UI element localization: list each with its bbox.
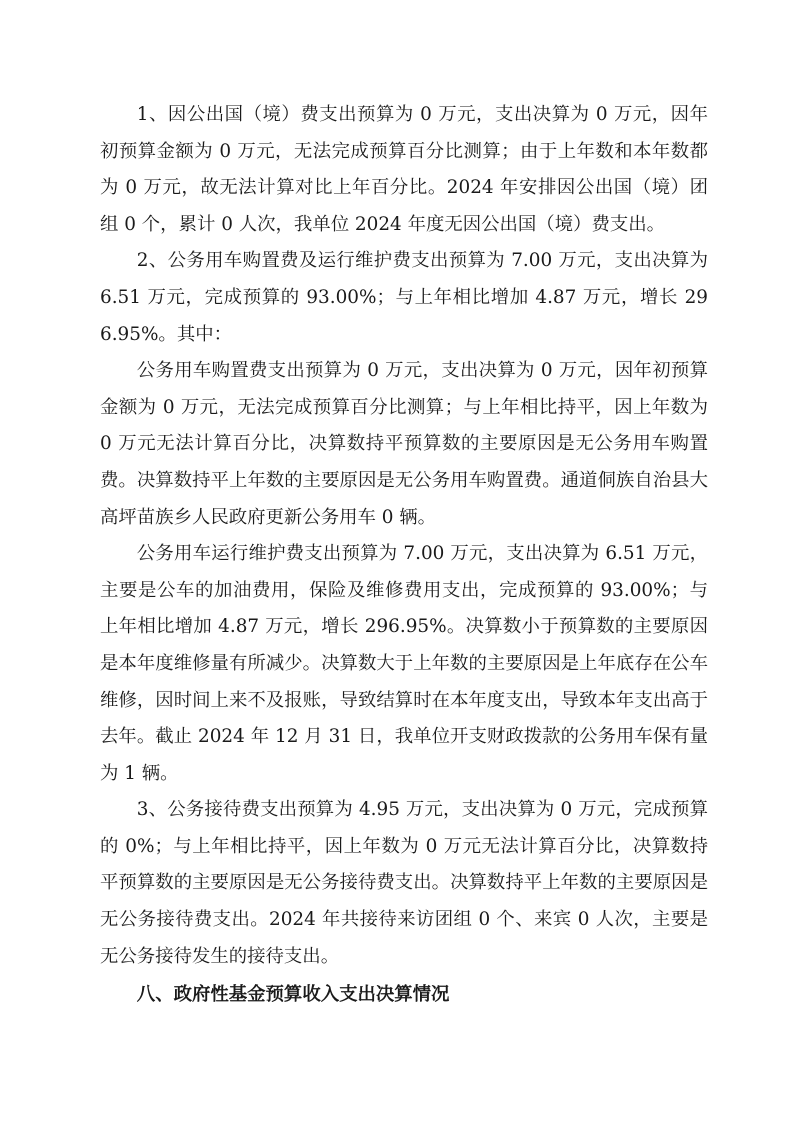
paragraph-outbound-travel-expense: 1、因公出国（境）费支出预算为 0 万元，支出决算为 0 万元，因年初预算金额为 0 万元，无法完成预算百分比测算；由于上年数和本年数都为 0 万元，故无法计算对比上年百分比。2024 年安排因公出国（境）团组 0 个，累计 0 人次，我单位 2024 年度无因公出国（境）费支出。: [100, 104, 708, 235]
paragraph-vehicle-purchase-expense: 公务用车购置费支出预算为 0 万元，支出决算为 0 万元，因年初预算金额为 0 万元，无法完成预算百分比测算；与上年相比持平，因上年数为 0 万元无法计算百分比，决算数持平预算数的主要原因是无公务用车购置费。决算数持平上年数的主要原因是无公务用车购置费。通道侗族自治县大高坪苗族乡人民政府更新公务用车 0 辆。: [100, 360, 708, 528]
paragraph-vehicle-maintenance-expense: 公务用车运行维护费支出预算为 7.00 万元，支出决算为 6.51 万元，主要是公车的加油费用，保险及维修费用支出，完成预算的 93.00%；与上年相比增加 4.87 万元，增长 296.95%。决算数小于预算数的主要原因是本年度维修量有所减少。决算数大于上年数的主要原因是上年底存在公车维修，因时间上来不及报账，导致结算时在本年度支出，导致本年支出高于去年。截止 2024 年 12 月 31 日，我单位开支财政拨款的公务用车保有量为 1 辆。: [100, 543, 708, 784]
paragraph-vehicle-expense-summary: 2、公务用车购置费及运行维护费支出预算为 7.00 万元，支出决算为 6.51 万元，完成预算的 93.00%；与上年相比增加 4.87 万元，增长 296.95%。其中：: [100, 250, 708, 345]
document-page: [100, 97, 708, 1014]
section-heading-government-fund-budget: 八、政府性基金预算收入支出决算情况: [136, 984, 450, 1006]
paragraph-reception-expense: 3、公务接待费支出预算为 4.95 万元，支出决算为 0 万元，完成预算的 0%；与上年相比持平，因上年数为 0 万元无法计算百分比，决算数持平预算数的主要原因是无公务接待费支出。决算数持平上年数的主要原因是无公务接待费支出。2024 年共接待来访团组 0 个、来宾 0 人次，主要是无公务接待发生的接待支出。: [100, 799, 708, 967]
